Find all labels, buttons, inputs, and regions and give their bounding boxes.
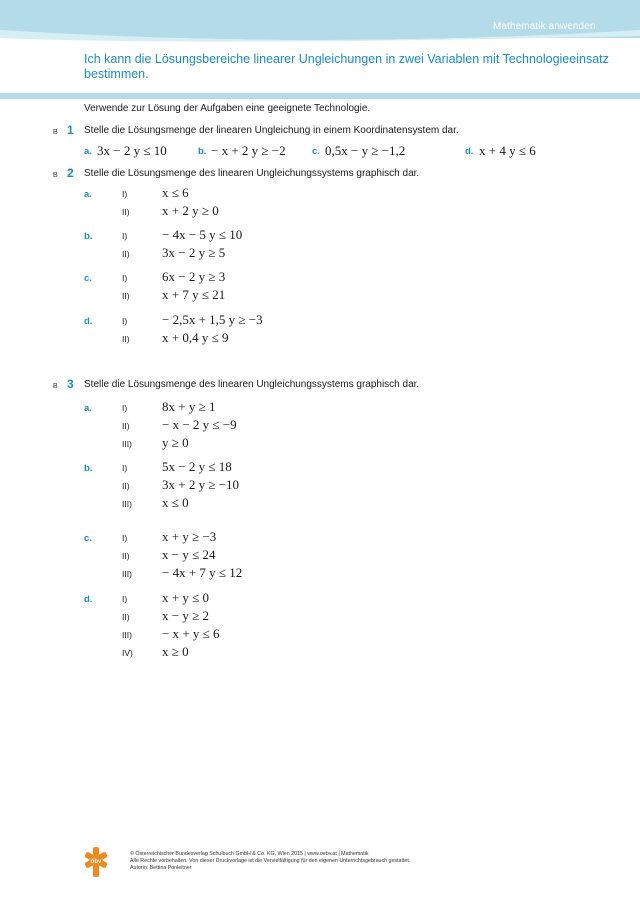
task-text: Stelle die Lösungsmenge der linearen Ungleichung in einem Koordinatensystem dar. — [84, 125, 459, 136]
task-level: B — [53, 383, 58, 390]
sub-letter: a. — [84, 189, 92, 200]
task-number: 3 — [67, 377, 74, 391]
sub-letter: b. — [84, 231, 93, 242]
task-text: Stelle die Lösungsmenge des linearen Ungleichungssystems graphisch dar. — [84, 168, 420, 179]
roman-numeral: III) — [122, 499, 132, 509]
inequality: x + y ≥ −3 — [162, 529, 217, 544]
inequality: x − y ≥ 2 — [162, 608, 209, 623]
footer-line: Alle Rechte vorbehalten. Von dieser Druckvorlage ist die Vervielfältigung für den eigenen Unterrichtsgebrauch gestattet. — [130, 858, 411, 864]
inequality: x + 0,4 y ≤ 9 — [162, 330, 229, 345]
sub-letter: c. — [84, 273, 92, 284]
roman-numeral: II) — [122, 551, 130, 561]
inequality: x + 7 y ≤ 21 — [162, 287, 226, 302]
inequality: − x − 2 y ≤ −9 — [162, 417, 237, 432]
roman-numeral: II) — [122, 207, 130, 217]
inequality: 3x + 2 y ≥ −10 — [162, 477, 240, 492]
intro-text: Verwende zur Lösung der Aufgaben eine geeignete Technologie. — [84, 103, 371, 114]
roman-numeral: II) — [122, 334, 130, 344]
roman-numeral: II) — [122, 612, 130, 622]
roman-numeral: I) — [122, 189, 128, 199]
task-level: B — [53, 129, 58, 136]
roman-numeral: I) — [122, 273, 128, 283]
header-wave — [0, 0, 640, 100]
footer-line: Autorin: Bettina Ponleitner — [130, 865, 192, 871]
inequality: x + 2 y ≥ 0 — [162, 203, 219, 218]
roman-numeral: I) — [122, 231, 128, 241]
roman-numeral: IV) — [122, 648, 133, 658]
inequality: − 4x + 7 y ≤ 12 — [162, 565, 243, 580]
roman-numeral: III) — [122, 569, 132, 579]
section-title: Mathematik anwenden — [493, 21, 596, 32]
inequality: 8x + y ≥ 1 — [162, 399, 216, 414]
roman-numeral: II) — [122, 421, 130, 431]
inequality: 3x − 2 y ≤ 10 — [97, 143, 167, 158]
inequality: y ≥ 0 — [162, 435, 189, 450]
inequality: x − y ≤ 24 — [162, 547, 216, 562]
roman-numeral: I) — [122, 463, 128, 473]
roman-numeral: III) — [122, 439, 132, 449]
inequality: − 2,5x + 1,5 y ≥ −3 — [162, 312, 263, 327]
inequality: − 4x − 5 y ≤ 10 — [162, 227, 243, 242]
roman-numeral: I) — [122, 403, 128, 413]
roman-numeral: I) — [122, 594, 128, 604]
inequality: x + 4 y ≤ 6 — [479, 143, 536, 158]
sub-letter: d. — [84, 316, 93, 327]
roman-numeral: II) — [122, 249, 130, 259]
footer-copyright — [130, 851, 410, 872]
roman-numeral: II) — [122, 291, 130, 301]
task-number: 2 — [67, 166, 74, 180]
inequality: 6x − 2 y ≥ 3 — [162, 269, 226, 284]
publisher-logo — [84, 847, 108, 877]
task-text: Stelle die Lösungsmenge des linearen Ungleichungssystems graphisch dar. — [84, 379, 420, 390]
inequality: − x + y ≤ 6 — [162, 626, 220, 641]
inequality: 0,5x − y ≥ −1,2 — [325, 143, 406, 158]
roman-numeral: I) — [122, 533, 128, 543]
inequality: x ≥ 0 — [162, 644, 189, 659]
sub-letter: d. — [465, 146, 474, 157]
sub-letter: d. — [84, 594, 93, 605]
task-level: B — [53, 172, 58, 179]
sub-letter: a. — [84, 403, 92, 414]
inequality: x + y ≤ 0 — [162, 590, 209, 605]
footer-line: © Österreichischer Bundesverlag Schulbuch GmbH & Co. KG, Wien 2015 | www.oebv.at | Mathematik — [130, 851, 369, 857]
inequality: − x + 2 y ≥ −2 — [211, 143, 286, 158]
sub-letter: b. — [84, 463, 93, 474]
sub-letter: c. — [84, 533, 92, 544]
inequality: 3x − 2 y ≥ 5 — [162, 245, 226, 260]
roman-numeral: III) — [122, 630, 132, 640]
inequality: x ≤ 6 — [162, 185, 189, 200]
logo-text: öbv — [90, 859, 102, 865]
sub-letter: a. — [84, 146, 92, 157]
sub-letter: c. — [312, 146, 320, 157]
roman-numeral: I) — [122, 316, 128, 326]
roman-numeral: II) — [122, 481, 130, 491]
sub-letter: b. — [198, 146, 207, 157]
inequality: x ≤ 0 — [162, 495, 189, 510]
learning-goal: Ich kann die Lösungsbereiche linearer Ungleichungen in zwei Variablen mit Technologieeinsatz bestimmen. — [84, 52, 609, 81]
task-number: 1 — [67, 123, 74, 137]
inequality: 5x − 2 y ≤ 18 — [162, 459, 232, 474]
